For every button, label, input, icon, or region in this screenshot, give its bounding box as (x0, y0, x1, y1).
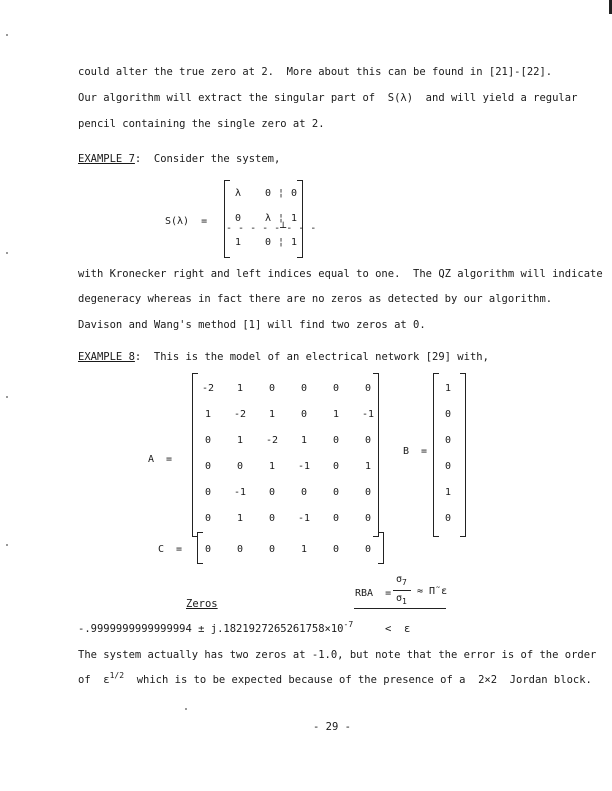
scan-speck (6, 396, 8, 398)
a-matrix-cell: 0 (268, 383, 276, 394)
a-matrix-cell: 1 (236, 383, 244, 394)
example8-label: EXAMPLE 8 (78, 351, 135, 363)
rba-rule (354, 608, 446, 609)
a-matrix-cell: 0 (364, 435, 372, 446)
b-vector-cell: 0 (444, 513, 452, 524)
a-matrix-cell: -1 (233, 487, 247, 498)
a-matrix-cell: 0 (300, 383, 308, 394)
c-vector-cell: 0 (268, 544, 276, 555)
s-cell: 1 (290, 237, 298, 248)
b-matrix-right-bracket (460, 373, 466, 537)
text-line (78, 673, 592, 688)
a-matrix-cell: -2 (201, 383, 215, 394)
a-matrix-label: A = (148, 454, 173, 465)
a-matrix-cell: 0 (332, 383, 340, 394)
a-matrix-cell: 0 (204, 487, 212, 498)
a-matrix-cell: 1 (268, 461, 276, 472)
rba-num-subscript: 7 (402, 578, 407, 587)
a-matrix-cell: 0 (332, 435, 340, 446)
a-matrix-cell: 0 (204, 461, 212, 472)
s-cell: 0 (290, 188, 298, 199)
scan-speck (6, 34, 8, 36)
a-matrix-cell: 0 (300, 409, 308, 420)
b-vector-cell: 1 (444, 487, 452, 498)
s-cell: 1 (234, 237, 242, 248)
a-matrix-cell: 0 (364, 487, 372, 498)
s-partition: ¦ (277, 237, 285, 248)
closing-epsilon: of ε (78, 674, 110, 686)
s-matrix-label: S(λ) = (165, 216, 208, 227)
b-matrix-label: B = (403, 446, 428, 457)
example7-text: : Consider the system, (134, 153, 281, 165)
text-line: could alter the true zero at 2. More about this can be found in [21]-[22]. (78, 66, 553, 78)
example8-heading (78, 350, 489, 364)
a-matrix-cell: -2 (265, 435, 279, 446)
a-matrix-cell: 0 (204, 513, 212, 524)
a-matrix-cell: 0 (332, 461, 340, 472)
s-partition: ¦ (277, 213, 285, 224)
a-matrix-cell: 1 (300, 435, 308, 446)
a-matrix-cell: 1 (204, 409, 212, 420)
s-cell: 1 (290, 213, 298, 224)
s-partition: ¦ (277, 188, 285, 199)
s-cell: λ (234, 188, 242, 199)
rba-numerator (396, 574, 407, 585)
text-line: pencil containing the single zero at 2. (78, 118, 325, 130)
a-matrix-cell: 0 (268, 487, 276, 498)
text-line: The system actually has two zeros at -1.0, but note that the error is of the order (78, 649, 597, 661)
a-matrix-cell: 1 (268, 409, 276, 420)
a-matrix-cell: 0 (236, 461, 244, 472)
a-matrix-cell: 0 (364, 513, 372, 524)
c-vector-cell: 0 (204, 544, 212, 555)
example7-heading (78, 152, 280, 166)
c-vector-cell: 0 (332, 544, 340, 555)
a-matrix-cell: -1 (361, 409, 375, 420)
rba-approx: ≈ Π̃ ε (417, 586, 448, 597)
example7-label: EXAMPLE 7 (78, 153, 135, 165)
rba-denominator (396, 593, 407, 604)
text-line: Our algorithm will extract the singular part of S(λ) and will yield a regular (78, 92, 578, 104)
rba-label: RBA = (355, 588, 392, 599)
text-line: Davison and Wang's method [1] will find two zeros at 0. (78, 319, 426, 331)
a-matrix-cell: 0 (204, 435, 212, 446)
rba-fraction-bar (393, 590, 411, 591)
sigma-symbol: σ (396, 574, 403, 585)
s-dash-row: - - - - -┴- - - (226, 223, 317, 234)
example8-text: : This is the model of an electrical network [29] with, (134, 351, 489, 363)
a-matrix-cell: 1 (364, 461, 372, 472)
a-matrix-cell: 0 (332, 487, 340, 498)
zeros-exponent: -7 (343, 620, 354, 629)
s-cell: 0 (264, 188, 272, 199)
s-cell: 0 (264, 237, 272, 248)
zeros-value (78, 622, 353, 637)
scan-speck (185, 708, 187, 710)
page-number: - 29 - (313, 721, 351, 733)
a-matrix-cell: 1 (236, 435, 244, 446)
c-vector-cell: 0 (236, 544, 244, 555)
scan-speck (6, 252, 8, 254)
b-vector-cell: 1 (444, 383, 452, 394)
a-matrix-cell: 1 (236, 513, 244, 524)
b-vector-cell: 0 (444, 435, 452, 446)
closing-text: which is to be expected because of the presence of a 2×2 Jordan block. (124, 674, 592, 686)
c-matrix-label: C = (158, 544, 183, 555)
sigma-symbol: σ (396, 593, 403, 604)
text-line: with Kronecker right and left indices equal to one. The QZ algorithm will indicate (78, 268, 603, 280)
a-matrix-cell: 0 (332, 513, 340, 524)
a-matrix-cell: 0 (300, 487, 308, 498)
c-vector-cell: 0 (364, 544, 372, 555)
c-matrix-right-bracket (378, 532, 384, 564)
a-matrix-cell: 0 (364, 383, 372, 394)
b-vector-cell: 0 (444, 409, 452, 420)
closing-exponent: 1/2 (109, 671, 125, 680)
s-cell: λ (264, 213, 272, 224)
a-matrix-cell: 0 (268, 513, 276, 524)
s-cell: 0 (234, 213, 242, 224)
scan-speck (6, 544, 8, 546)
a-matrix-cell: 1 (332, 409, 340, 420)
zeros-value-text: -.9999999999999994 ± j.1821927265261758×10 (78, 623, 344, 635)
zeros-comparison: < ε (385, 623, 411, 635)
c-vector-cell: 1 (300, 544, 308, 555)
rba-den-subscript: 1 (402, 597, 407, 606)
text-line: degeneracy whereas in fact there are no zeros as detected by our algorithm. (78, 293, 553, 305)
zeros-heading: Zeros (186, 598, 218, 610)
a-matrix-cell: -2 (233, 409, 247, 420)
b-vector-cell: 0 (444, 461, 452, 472)
a-matrix-cell: -1 (297, 461, 311, 472)
a-matrix-cell: -1 (297, 513, 311, 524)
